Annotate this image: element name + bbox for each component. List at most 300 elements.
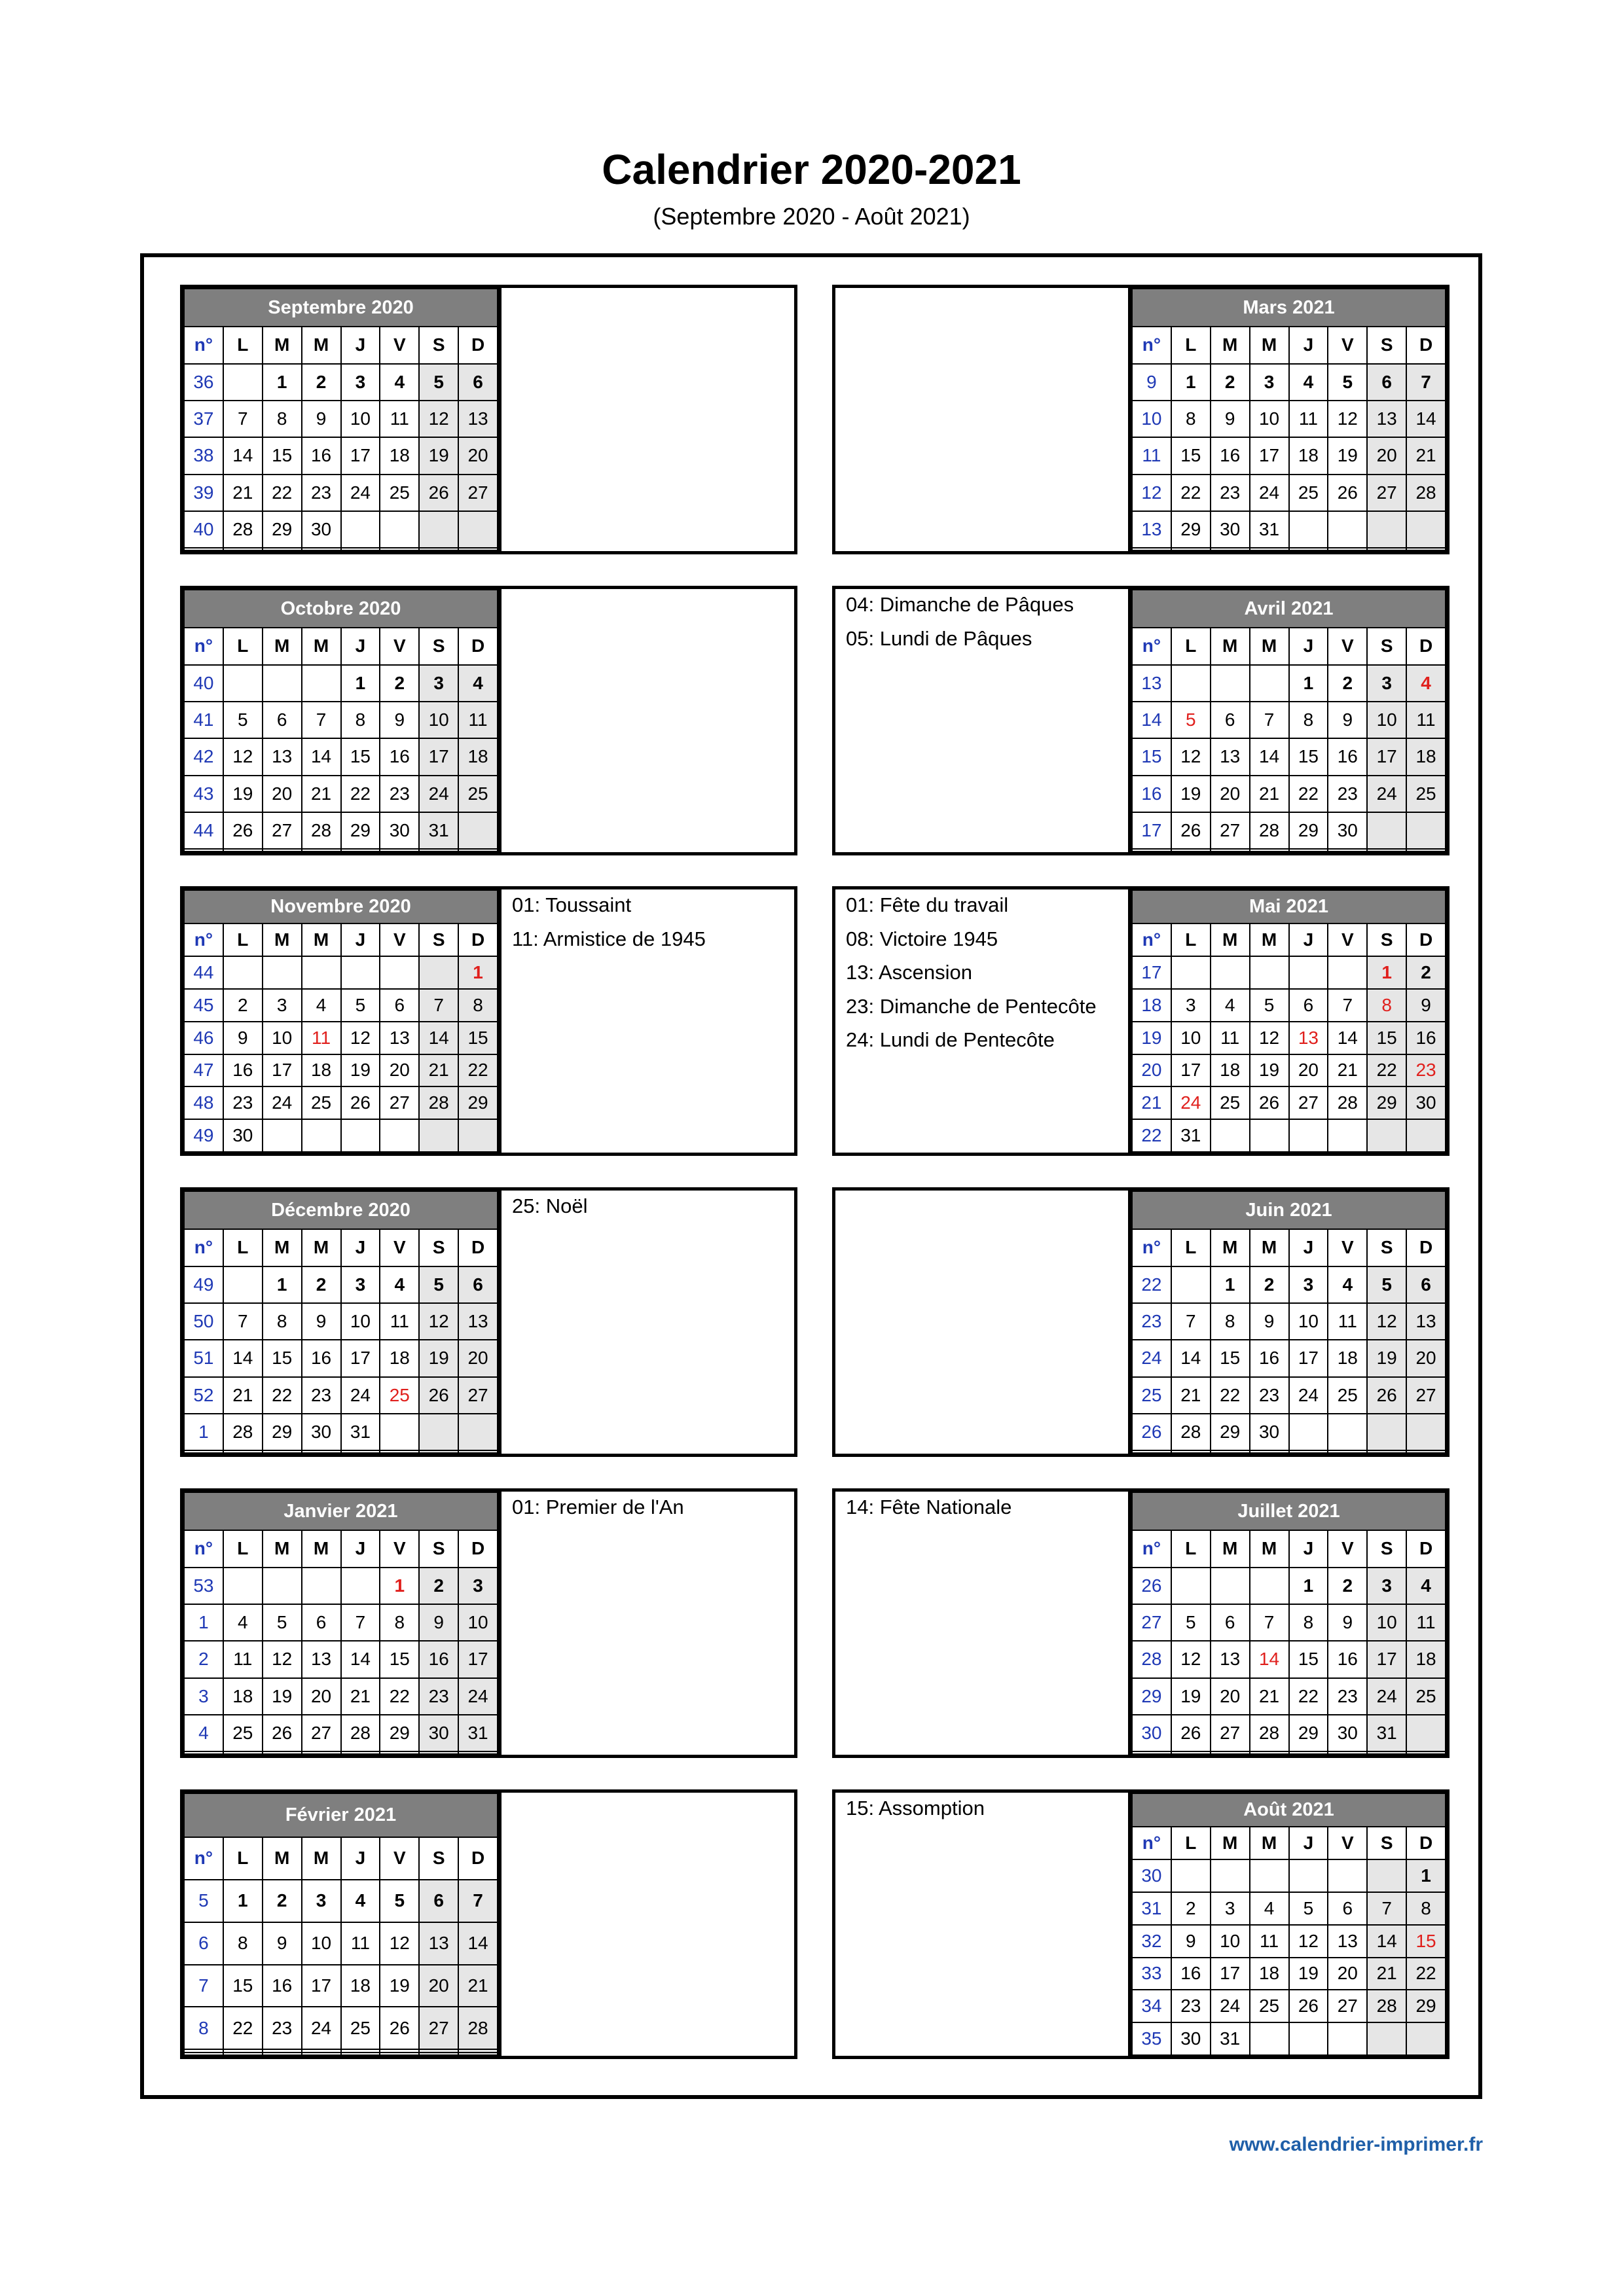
- day-cell: 29: [263, 1414, 302, 1450]
- week-number: 37: [184, 401, 223, 437]
- day-cell: 8: [1289, 1604, 1328, 1641]
- day-header: L: [1171, 628, 1211, 664]
- holiday-note: 11: Armistice de 1945: [512, 927, 706, 950]
- day-cell: 17: [419, 738, 458, 775]
- week-number: 6: [184, 1922, 223, 1965]
- day-cell: 20: [1289, 1054, 1328, 1087]
- day-cell: 18: [1211, 1054, 1250, 1087]
- day-cell: [223, 849, 263, 852]
- day-cell: [302, 1119, 341, 1152]
- week-number: 39: [184, 475, 223, 511]
- day-cell: 14: [458, 1922, 498, 1965]
- week-row: [1132, 849, 1446, 852]
- day-cell: 5: [1250, 989, 1289, 1022]
- day-cell: 18: [1328, 1340, 1367, 1376]
- day-cell: 31: [341, 1414, 380, 1450]
- day-cell: 19: [1171, 1678, 1211, 1715]
- day-cell: 2: [1328, 1568, 1367, 1604]
- day-header: D: [1406, 628, 1446, 664]
- day-cell: [263, 1751, 302, 1754]
- day-cell: 4: [1211, 989, 1250, 1022]
- day-cell: 4: [1328, 1266, 1367, 1303]
- week-row: [1132, 1450, 1446, 1453]
- day-cell: 31: [419, 812, 458, 849]
- day-cell: [223, 364, 263, 401]
- day-header: S: [419, 327, 458, 363]
- day-cell: [1406, 511, 1446, 548]
- day-header: L: [1171, 1530, 1211, 1567]
- month-calendar: [183, 1793, 498, 2056]
- day-cell: [1211, 956, 1250, 989]
- day-cell: 14: [1250, 1641, 1289, 1677]
- week-row: [1132, 1990, 1446, 2022]
- day-header: M: [263, 628, 302, 664]
- holiday-note: 01: Fête du travail: [846, 893, 1009, 916]
- day-header: J: [341, 1837, 380, 1880]
- week-number: 17: [1132, 812, 1171, 849]
- day-cell: 2: [1211, 364, 1250, 401]
- day-cell: 27: [1289, 1086, 1328, 1119]
- day-cell: 19: [1289, 1958, 1328, 1990]
- month-name: Juillet 2021: [1132, 1492, 1446, 1530]
- day-cell: [1289, 1119, 1328, 1152]
- week-number-header: n°: [184, 1229, 223, 1266]
- day-cell: 1: [1289, 1568, 1328, 1604]
- day-cell: 21: [302, 776, 341, 812]
- week-row: [1132, 1377, 1446, 1414]
- day-header: L: [1171, 1229, 1211, 1266]
- week-number: 29: [1132, 1678, 1171, 1715]
- day-cell: [458, 548, 498, 550]
- day-cell: 8: [1406, 1892, 1446, 1925]
- day-cell: [302, 956, 341, 989]
- day-header: J: [341, 924, 380, 956]
- day-cell: [1250, 548, 1289, 550]
- day-header: L: [223, 924, 263, 956]
- day-cell: 19: [223, 776, 263, 812]
- day-cell: 31: [1171, 1119, 1211, 1152]
- day-header: M: [263, 1837, 302, 1880]
- day-cell: [419, 1751, 458, 1754]
- week-row: [1132, 738, 1446, 775]
- week-number: 32: [1132, 1925, 1171, 1958]
- day-cell: [458, 812, 498, 849]
- website-link[interactable]: www.calendrier-imprimer.fr: [1229, 2134, 1483, 2155]
- day-header: S: [1367, 628, 1406, 664]
- week-row: [1132, 1678, 1446, 1715]
- day-cell: 1: [341, 665, 380, 702]
- week-row: [1132, 1641, 1446, 1677]
- day-cell: [1250, 1751, 1289, 1754]
- day-cell: [263, 1568, 302, 1604]
- week-number: 22: [1132, 1119, 1171, 1152]
- week-row: [184, 1965, 498, 2007]
- month-calendar: [183, 1492, 498, 1755]
- day-cell: 11: [458, 702, 498, 738]
- day-cell: 10: [1171, 1022, 1211, 1054]
- day-header: V: [380, 924, 419, 956]
- day-cell: [1171, 1266, 1211, 1303]
- day-cell: 22: [1367, 1054, 1406, 1087]
- week-number: 13: [1132, 665, 1171, 702]
- week-row: [184, 511, 498, 548]
- day-cell: 5: [1171, 702, 1211, 738]
- day-cell: 28: [1367, 1990, 1406, 2022]
- month-block: [180, 1187, 797, 1457]
- day-cell: 7: [341, 1604, 380, 1641]
- week-row: [1132, 1022, 1446, 1054]
- day-cell: 25: [1328, 1377, 1367, 1414]
- day-cell: 3: [419, 665, 458, 702]
- month-block: [832, 1187, 1450, 1457]
- week-number: [1132, 548, 1171, 550]
- holiday-notes: [835, 589, 1131, 852]
- day-cell: 6: [1289, 989, 1328, 1022]
- month-name: Mai 2021: [1132, 890, 1446, 924]
- day-cell: 31: [1250, 511, 1289, 548]
- day-cell: 3: [458, 1568, 498, 1604]
- day-cell: 30: [302, 1414, 341, 1450]
- week-row: [1132, 1604, 1446, 1641]
- day-header: S: [419, 1530, 458, 1567]
- day-cell: 5: [1289, 1892, 1328, 1925]
- month-block: [832, 1789, 1450, 2059]
- day-cell: [1406, 812, 1446, 849]
- day-header: D: [1406, 1229, 1446, 1266]
- day-header: M: [1250, 1229, 1289, 1266]
- day-cell: [1328, 1450, 1367, 1453]
- day-cell: 30: [1328, 1715, 1367, 1751]
- day-cell: 13: [458, 1303, 498, 1340]
- day-cell: 23: [1328, 1678, 1367, 1715]
- week-number: 42: [184, 738, 223, 775]
- holiday-note: 24: Lundi de Pentecôte: [846, 1028, 1055, 1051]
- day-cell: 8: [1211, 1303, 1250, 1340]
- day-cell: 9: [1250, 1303, 1289, 1340]
- week-row: [184, 1119, 498, 1152]
- day-header: M: [1211, 1229, 1250, 1266]
- week-row: [1132, 665, 1446, 702]
- day-cell: 2: [1328, 665, 1367, 702]
- week-row: [1132, 812, 1446, 849]
- day-cell: 12: [263, 1641, 302, 1677]
- day-cell: 4: [458, 665, 498, 702]
- day-cell: 1: [1211, 1266, 1250, 1303]
- day-cell: 20: [1406, 1340, 1446, 1376]
- day-cell: [1328, 548, 1367, 550]
- week-row: [184, 548, 498, 550]
- day-cell: 25: [1289, 475, 1328, 511]
- day-cell: 16: [380, 738, 419, 775]
- day-cell: 22: [1289, 1678, 1328, 1715]
- page-subtitle: (Septembre 2020 - Août 2021): [653, 203, 970, 230]
- day-cell: 25: [380, 475, 419, 511]
- week-row: [1132, 548, 1446, 550]
- day-cell: 1: [380, 1568, 419, 1604]
- month-calendar: [1131, 288, 1446, 551]
- week-number: 12: [1132, 475, 1171, 511]
- week-number: 14: [1132, 702, 1171, 738]
- day-cell: 11: [1406, 1604, 1446, 1641]
- day-cell: 3: [263, 989, 302, 1022]
- day-cell: 22: [458, 1054, 498, 1087]
- day-cell: 26: [1171, 1715, 1211, 1751]
- day-cell: 8: [1367, 989, 1406, 1022]
- day-cell: 16: [1406, 1022, 1446, 1054]
- holiday-note: 01: Premier de l'An: [512, 1496, 684, 1518]
- day-cell: 18: [458, 738, 498, 775]
- day-cell: 15: [263, 1340, 302, 1376]
- month-block: [832, 586, 1450, 855]
- week-number: 26: [1132, 1414, 1171, 1450]
- day-cell: 6: [302, 1604, 341, 1641]
- day-header: M: [263, 924, 302, 956]
- day-cell: 24: [1367, 1678, 1406, 1715]
- day-cell: 27: [263, 812, 302, 849]
- holiday-notes: [498, 1793, 794, 2056]
- day-cell: 9: [302, 401, 341, 437]
- week-row: [184, 738, 498, 775]
- day-cell: 14: [341, 1641, 380, 1677]
- day-cell: 9: [419, 1604, 458, 1641]
- day-cell: 11: [380, 401, 419, 437]
- day-cell: [419, 956, 458, 989]
- day-cell: 4: [341, 1880, 380, 1922]
- day-cell: 16: [302, 1340, 341, 1376]
- week-row: [184, 1340, 498, 1376]
- week-row: [184, 849, 498, 852]
- month-block: [180, 886, 797, 1156]
- day-cell: 8: [341, 702, 380, 738]
- month-block: [180, 1488, 797, 1758]
- day-cell: [1328, 511, 1367, 548]
- day-cell: 24: [458, 1678, 498, 1715]
- day-cell: 28: [1171, 1414, 1211, 1450]
- week-number: 49: [184, 1119, 223, 1152]
- day-cell: 21: [1367, 1958, 1406, 1990]
- day-cell: [1406, 1715, 1446, 1751]
- day-cell: 26: [1289, 1990, 1328, 2022]
- holiday-note: 05: Lundi de Pâques: [846, 626, 1032, 650]
- day-cell: 18: [1406, 1641, 1446, 1677]
- day-cell: 2: [1406, 956, 1446, 989]
- day-cell: 18: [1406, 738, 1446, 775]
- week-number: 3: [184, 1678, 223, 1715]
- day-header: L: [223, 628, 263, 664]
- week-number: 36: [184, 364, 223, 401]
- day-header: M: [1250, 924, 1289, 956]
- week-row: [1132, 956, 1446, 989]
- week-row: [1132, 702, 1446, 738]
- day-cell: [1289, 1859, 1328, 1892]
- week-number: 35: [1132, 2022, 1171, 2055]
- week-number: 50: [184, 1303, 223, 1340]
- day-cell: 7: [223, 401, 263, 437]
- day-cell: 7: [1171, 1303, 1211, 1340]
- week-number: 46: [184, 1022, 223, 1054]
- day-cell: [380, 849, 419, 852]
- day-cell: 23: [1328, 776, 1367, 812]
- day-cell: 23: [223, 1086, 263, 1119]
- week-row: [184, 812, 498, 849]
- day-cell: [341, 548, 380, 550]
- week-number: [1132, 849, 1171, 852]
- week-row: [184, 989, 498, 1022]
- day-cell: 15: [263, 437, 302, 474]
- day-cell: 18: [1250, 1958, 1289, 1990]
- week-row: [1132, 2022, 1446, 2055]
- month-name: Avril 2021: [1132, 590, 1446, 628]
- day-cell: 25: [380, 1377, 419, 1414]
- day-cell: 1: [458, 956, 498, 989]
- day-cell: 24: [1367, 776, 1406, 812]
- day-cell: [1406, 2022, 1446, 2055]
- day-cell: 24: [1171, 1086, 1211, 1119]
- day-cell: 1: [223, 1880, 263, 1922]
- day-header: D: [1406, 1530, 1446, 1567]
- day-cell: 23: [1211, 475, 1250, 511]
- week-row: [184, 956, 498, 989]
- day-cell: 4: [302, 989, 341, 1022]
- day-cell: 20: [1211, 776, 1250, 812]
- day-cell: [458, 1751, 498, 1754]
- day-cell: 28: [1250, 812, 1289, 849]
- day-cell: 2: [380, 665, 419, 702]
- day-cell: 11: [380, 1303, 419, 1340]
- day-cell: 26: [419, 1377, 458, 1414]
- week-row: [184, 475, 498, 511]
- day-cell: 5: [1367, 1266, 1406, 1303]
- week-row: [1132, 989, 1446, 1022]
- day-cell: 7: [1406, 364, 1446, 401]
- day-cell: 11: [1211, 1022, 1250, 1054]
- day-cell: 15: [1367, 1022, 1406, 1054]
- day-cell: 14: [1367, 1925, 1406, 1958]
- day-cell: [1328, 1119, 1367, 1152]
- day-cell: 22: [1211, 1377, 1250, 1414]
- month-calendar: [1131, 1492, 1446, 1755]
- day-cell: [458, 2053, 498, 2055]
- day-cell: 6: [1367, 364, 1406, 401]
- day-cell: 9: [1328, 1604, 1367, 1641]
- day-cell: [1171, 548, 1211, 550]
- day-cell: [1211, 1751, 1250, 1754]
- day-header: M: [302, 1530, 341, 1567]
- day-header: V: [380, 327, 419, 363]
- day-cell: 17: [263, 1054, 302, 1087]
- day-cell: 6: [458, 1266, 498, 1303]
- day-cell: 1: [1406, 1859, 1446, 1892]
- day-header: V: [1328, 1827, 1367, 1859]
- day-cell: 11: [1289, 401, 1328, 437]
- day-cell: 4: [1406, 1568, 1446, 1604]
- day-cell: 4: [223, 1604, 263, 1641]
- day-cell: 3: [1171, 989, 1211, 1022]
- day-header: M: [302, 1229, 341, 1266]
- day-cell: 13: [1406, 1303, 1446, 1340]
- day-cell: 12: [1171, 1641, 1211, 1677]
- week-row: [184, 364, 498, 401]
- day-cell: 22: [1289, 776, 1328, 812]
- day-cell: 5: [263, 1604, 302, 1641]
- day-cell: [380, 1119, 419, 1152]
- week-number-header: n°: [184, 628, 223, 664]
- day-cell: 24: [341, 475, 380, 511]
- day-cell: [341, 956, 380, 989]
- day-cell: 29: [1211, 1414, 1250, 1450]
- day-cell: 7: [458, 1880, 498, 1922]
- day-cell: [1328, 849, 1367, 852]
- day-cell: [223, 1450, 263, 1453]
- day-cell: 18: [223, 1678, 263, 1715]
- day-cell: 15: [223, 1965, 263, 2007]
- day-cell: 27: [458, 475, 498, 511]
- week-row: [184, 1414, 498, 1450]
- day-cell: 15: [1406, 1925, 1446, 1958]
- week-row: [1132, 1414, 1446, 1450]
- day-cell: 25: [458, 776, 498, 812]
- day-cell: [1171, 1859, 1211, 1892]
- week-row: [184, 1450, 498, 1453]
- day-cell: [1171, 665, 1211, 702]
- month-name: Septembre 2020: [184, 289, 498, 327]
- holiday-note: 14: Fête Nationale: [846, 1496, 1012, 1518]
- day-cell: [1171, 1568, 1211, 1604]
- day-cell: 23: [1406, 1054, 1446, 1087]
- day-cell: 22: [341, 776, 380, 812]
- day-header: J: [1289, 327, 1328, 363]
- day-cell: 17: [1289, 1340, 1328, 1376]
- month-calendar: [183, 1191, 498, 1454]
- day-cell: 6: [1406, 1266, 1446, 1303]
- day-cell: 21: [1328, 1054, 1367, 1087]
- week-row: [184, 1922, 498, 1965]
- day-cell: 12: [1171, 738, 1211, 775]
- day-cell: 17: [341, 437, 380, 474]
- day-cell: 28: [458, 2007, 498, 2049]
- day-cell: [419, 1414, 458, 1450]
- day-header: V: [1328, 628, 1367, 664]
- day-cell: 16: [419, 1641, 458, 1677]
- day-cell: 11: [1406, 702, 1446, 738]
- day-cell: 31: [1211, 2022, 1250, 2055]
- day-cell: [1250, 1450, 1289, 1453]
- holiday-notes: [835, 889, 1131, 1153]
- day-cell: 9: [1171, 1925, 1211, 1958]
- week-number: 30: [1132, 1715, 1171, 1751]
- week-number: 17: [1132, 956, 1171, 989]
- day-header: M: [1211, 327, 1250, 363]
- month-calendar: [183, 589, 498, 852]
- week-number: 31: [1132, 1892, 1171, 1925]
- day-cell: 20: [419, 1965, 458, 2007]
- day-cell: 20: [1328, 1958, 1367, 1990]
- day-header: M: [302, 628, 341, 664]
- day-header: S: [1367, 1530, 1406, 1567]
- day-cell: 14: [419, 1022, 458, 1054]
- day-cell: 29: [1289, 812, 1328, 849]
- day-cell: [1211, 1859, 1250, 1892]
- day-cell: 13: [419, 1922, 458, 1965]
- week-number: [184, 1751, 223, 1754]
- day-cell: [341, 1751, 380, 1754]
- day-cell: [1211, 1119, 1250, 1152]
- week-number: 1: [184, 1604, 223, 1641]
- day-cell: 10: [1367, 1604, 1406, 1641]
- month-block: [832, 1488, 1450, 1758]
- day-cell: [1250, 956, 1289, 989]
- month-calendar: [1131, 1191, 1446, 1454]
